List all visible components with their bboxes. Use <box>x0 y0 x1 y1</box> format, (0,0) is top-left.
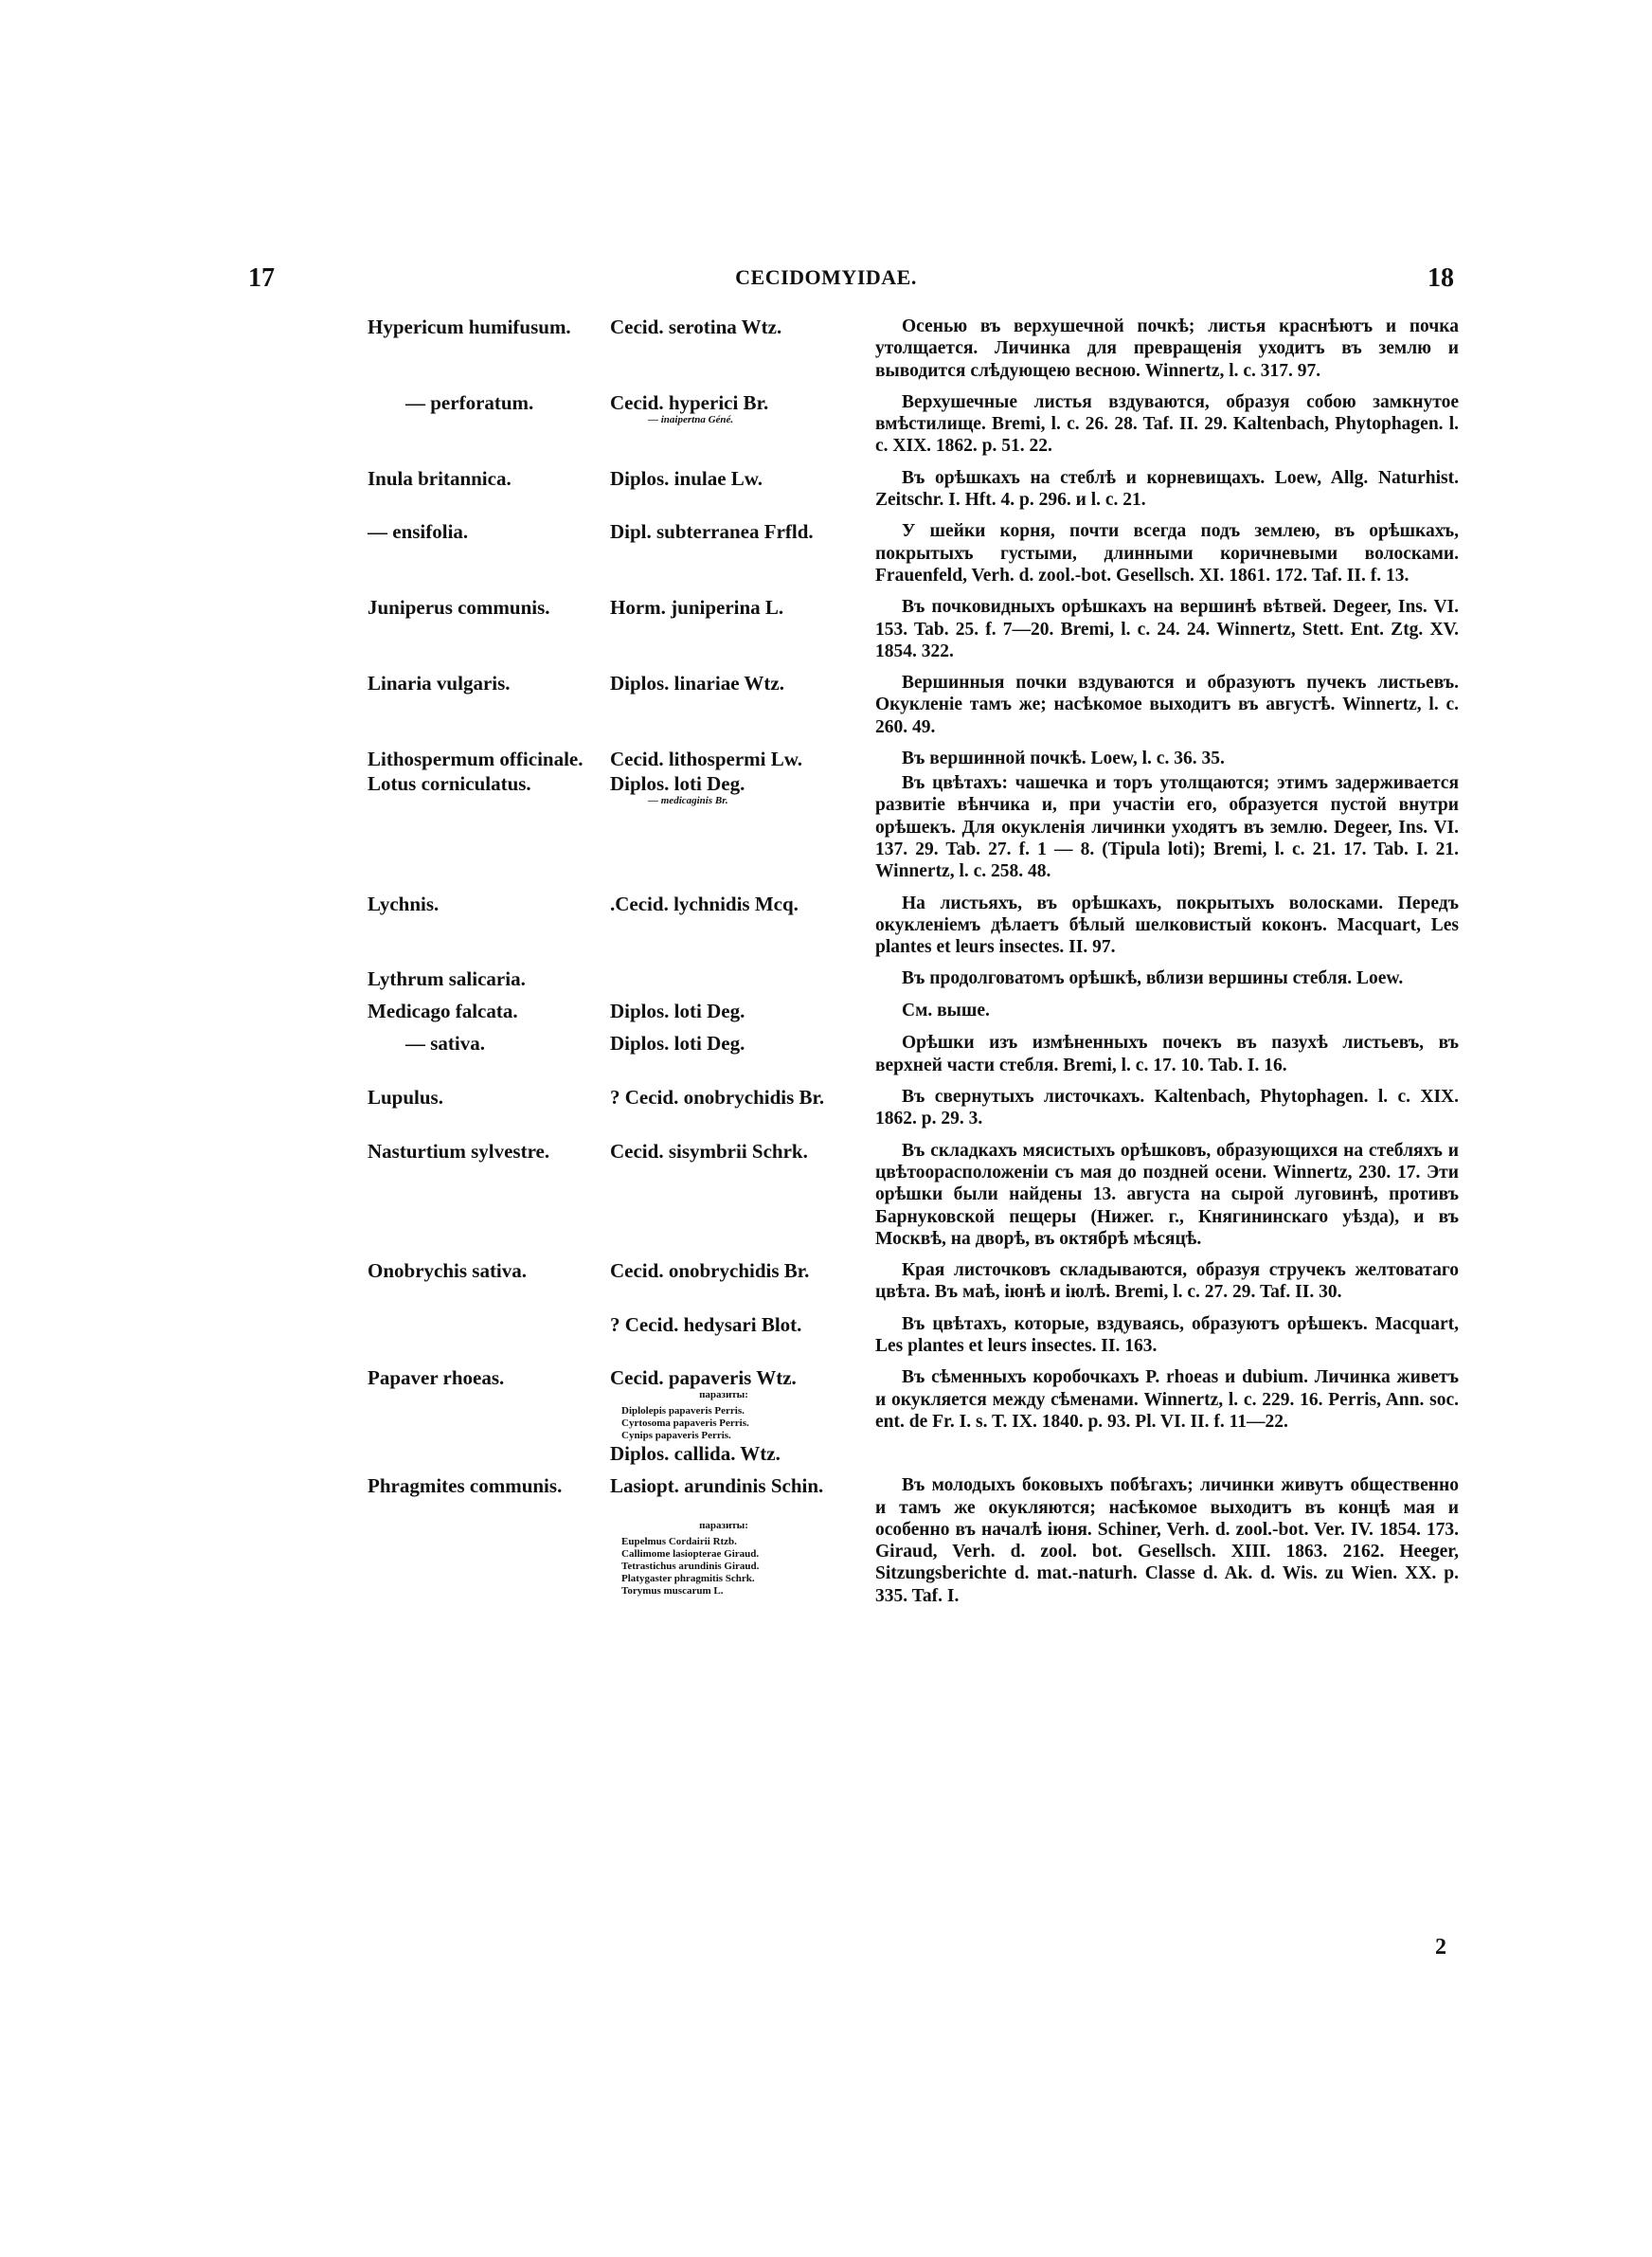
table-row <box>368 596 1459 662</box>
parasite-item: Cynips papaveris Perris. <box>621 1430 731 1442</box>
gall-species: Cecid. onobrychidis Br. <box>610 1259 810 1283</box>
table-row <box>368 520 1459 587</box>
gall-column <box>610 391 875 426</box>
gall-synonym: — medicaginis Br. <box>648 795 728 807</box>
parasites-list <box>610 1536 875 1598</box>
table-row <box>368 672 1459 738</box>
signature-mark: 2 <box>1435 1935 1446 1959</box>
plant-name: Phragmites communis. <box>368 1474 563 1498</box>
plant-name: Lychnis. <box>368 892 440 915</box>
entry-note: Осенью въ верхушечной почкѣ; листья краснѣютъ и почка утолщается. Личинка для превращенія уходитъ въ землю и выводится слѣдующею весною. Winnertz, l. c. 317. 97. <box>875 316 1459 381</box>
parasites-label: паразиты: <box>699 1389 748 1401</box>
entry-note: Въ продолговатомъ орѣшкѣ, вблизи вершины стебля. Loew. <box>902 968 1404 989</box>
page-number-right: 18 <box>1428 263 1454 293</box>
plant-name: — sativa. <box>405 1032 485 1056</box>
parasite-item: Torymus muscarum L. <box>621 1585 724 1598</box>
entry-note: Въ складкахъ мясистыхъ орѣшковъ, образующихся на стебляхъ и цвѣтоорасположеніи съ мая до поздней осени. Winnertz, 230. 17. Эти орѣшки были найдены 13. августа на сырой луговинѣ, противъ Барнуковской пещеры (Нижег. г., Княгининскаго уѣзда), и въ Москвѣ, на дворѣ, въ октябрѣ мѣсяцѣ. <box>875 1140 1459 1249</box>
parasite-item: Cyrtosoma papaveris Perris. <box>621 1417 749 1430</box>
spacer <box>610 1497 875 1520</box>
table-row <box>368 1032 1459 1076</box>
plant-name: Lupulus. <box>368 1086 443 1110</box>
entry-note: На листьяхъ, въ орѣшкахъ, покрытыхъ волосками. Передъ окукленіемъ дѣлаетъ бѣлый шелковистый коконъ. Macquart, Les plantes et leurs insectes. II. 97. <box>875 893 1459 958</box>
entry-note: Въ свернутыхъ листочкахъ. Kaltenbach, Phytophagen. l. c. XIX. 1862. p. 29. 3. <box>875 1087 1459 1129</box>
table-row <box>368 893 1459 959</box>
plant-name: Nasturtium sylvestre. <box>368 1139 550 1163</box>
parasites-list <box>610 1405 875 1442</box>
gall-species: Cecid. papaveris Wtz. <box>610 1366 797 1390</box>
plant-name: Onobrychis sativa. <box>368 1259 528 1283</box>
table-row <box>368 391 1459 458</box>
gall-species: Cecid. serotina Wtz. <box>610 316 782 338</box>
plant-name: Lotus corniculatus. <box>368 772 531 796</box>
plant-name: Lythrum salicaria. <box>368 967 526 991</box>
table-row <box>368 1086 1459 1130</box>
gall-species: Horm. juniperina L. <box>610 596 784 620</box>
gall-species-secondary: Diplos. callida. Wtz. <box>610 1442 781 1466</box>
table-row <box>368 967 1459 990</box>
table-row <box>368 1474 1459 1607</box>
gall-species: Diplos. linariae Wtz. <box>610 672 784 695</box>
gall-species: Diplos. inulae Lw. <box>610 466 763 490</box>
entry-note: Въ почковидныхъ орѣшкахъ на вершинѣ вѣтвей. Degeer, Ins. VI. 153. Tab. 25. f. 7—20. Bremi, l. c. 24. 24. Winnertz, Stett. Ent. Ztg. XV. 1854. 322. <box>875 597 1459 661</box>
plant-name: Papaver rhoeas. <box>368 1366 505 1390</box>
parasite-item: Platygaster phragmitis Schrk. <box>621 1573 755 1585</box>
parasite-item: Callimome lasiopterae Giraud. <box>621 1548 760 1561</box>
entry-note: У шейки корня, почти всегда подъ землею, въ орѣшкахъ, покрытыхъ густыми, длинными коричневыми волосками. Frauenfeld, Verh. d. zool.-bot. Gesellsch. XI. 1861. 172. Taf. II. f. 13. <box>875 521 1459 586</box>
plant-name: Inula britannica. <box>368 466 512 490</box>
plant-name: — perforatum. <box>405 390 534 414</box>
table-row <box>368 1000 1459 1022</box>
plant-name: Lithospermum officinale. <box>368 748 584 771</box>
table-row <box>368 1366 1459 1465</box>
table-row <box>368 1259 1459 1304</box>
running-title: CECIDOMYIDAE. <box>735 265 917 289</box>
parasites-label: паразиты: <box>699 1520 748 1532</box>
entry-note: Въ орѣшкахъ на стеблѣ и корневищахъ. Loew, Allg. Naturhist. Zeitschr. I. Hft. 4. p. 296. и l. c. 21. <box>875 467 1459 511</box>
parasite-item: Tetrastichus arundinis Giraud. <box>621 1561 760 1573</box>
entries-table <box>368 316 1459 1616</box>
gall-species: Cecid. hyperici Br. <box>610 390 769 414</box>
table-row <box>368 1140 1459 1250</box>
parasite-item: Eupelmus Cordairii Rtzb. <box>621 1536 737 1548</box>
entry-note: Верхушечные листья вздуваются, образуя собою замкнутое вмѣстилище. Bremi, l. c. 26. 28. Taf. II. 29. Kaltenbach, Phytophagen. l. c. XIX. 1862. p. 51. 22. <box>875 391 1459 457</box>
table-row <box>368 1313 1459 1358</box>
gall-species: Diplos. loti Deg. <box>610 1032 745 1056</box>
gall-species: .Cecid. lychnidis Mcq. <box>610 892 799 915</box>
plant-name: Medicago falcata. <box>368 1000 518 1023</box>
gall-synonym: — inaipertna Géné. <box>648 413 734 425</box>
entry-note: Орѣшки изъ измѣненныхъ почекъ въ пазухѣ листьевъ, въ верхней части стебля. Bremi, l. c. 17. 10. Tab. I. 16. <box>875 1033 1459 1075</box>
plant-name: Hypericum humifusum. <box>368 316 571 338</box>
entry-note: См. выше. <box>902 1001 990 1021</box>
gall-species: ? Cecid. hedysari Blot. <box>610 1312 802 1336</box>
entry-note: Въ вершинной почкѣ. Loew, l. c. 36. 35. <box>902 749 1225 769</box>
gall-column <box>610 1474 875 1598</box>
gall-column <box>610 1366 875 1465</box>
plant-name: Linaria vulgaris. <box>368 672 511 695</box>
parasite-item: Diplolepis papaveris Perris. <box>621 1405 745 1417</box>
entry-note: Въ молодыхъ боковыхъ побѣгахъ; личинки живутъ общественно и тамъ же окукляются; насѣкомое выходитъ въ концѣ мая и особенно въ началѣ іюня. Schiner, Verh. d. zool.-bot. Ver. IV. 1854. 173. Giraud, Verh. d. zool. bot. Gesellsch. XIII. 1863. 2162. Heeger, Sitzungsberichte d. mat.-naturh. Classe d. Ak. d. Wis. zu Wien. XX. p. 335. Taf. I. <box>875 1475 1459 1606</box>
gall-column <box>610 772 875 807</box>
page-number-left: 17 <box>248 263 275 293</box>
entry-note: Въ цвѣтахъ, которые, вздуваясь, образуютъ орѣшекъ. Macquart, Les plantes et leurs insectes. II. 163. <box>875 1313 1459 1356</box>
entry-note: Въ сѣменныхъ коробочкахъ P. rhoeas и dubium. Личинка живетъ и окукляется между сѣменами. Winnertz, l. c. 229. 16. Perris, Ann. soc. ent. de Fr. I. s. T. IX. 1840. p. 93. Pl. VI. II. f. 11—22. <box>875 1367 1459 1432</box>
gall-species: Diplos. loti Deg. <box>610 772 745 796</box>
gall-species: ? Cecid. onobrychidis Br. <box>610 1086 825 1110</box>
plant-name: Juniperus communis. <box>368 596 550 620</box>
table-row <box>368 467 1459 512</box>
gall-species: Cecid. lithospermi Lw. <box>610 748 802 771</box>
entry-note: Въ цвѣтахъ: чашечка и торъ утолщаются; этимъ задерживается развитіе вѣнчика и, при участіи его, образуется пустой внутри орѣшекъ. Для окукленія личинки уходятъ въ землю. Degeer, Ins. VI. 137. 29. Tab. 27. f. 1 — 8. (Tipula loti); Bremi, l. c. 21. 17. Tab. I. 21. Winnertz, l. c. 258. 48. <box>875 773 1459 882</box>
plant-name: — ensifolia. <box>368 520 469 544</box>
gall-species: Dipl. subterranea Frfld. <box>610 520 814 544</box>
table-row <box>368 316 1459 382</box>
gall-species: Cecid. sisymbrii Schrk. <box>610 1139 808 1163</box>
table-row <box>368 748 1459 770</box>
gall-species: Lasiopt. arundinis Schin. <box>610 1474 824 1498</box>
gall-species: Diplos. loti Deg. <box>610 1000 745 1023</box>
entry-note: Вершинныя почки вздуваются и образуютъ пучекъ листьевъ. Окукленіе тамъ же; насѣкомое выходитъ въ августѣ. Winnertz, l. c. 260. 49. <box>875 673 1459 737</box>
entry-note: Края листочковъ складываются, образуя стручекъ желтоватаго цвѣта. Въ маѣ, іюнѣ и іюлѣ. Bremi, l. c. 27. 29. Taf. II. 30. <box>875 1260 1459 1303</box>
table-row <box>368 772 1459 882</box>
page-header <box>0 263 1652 301</box>
